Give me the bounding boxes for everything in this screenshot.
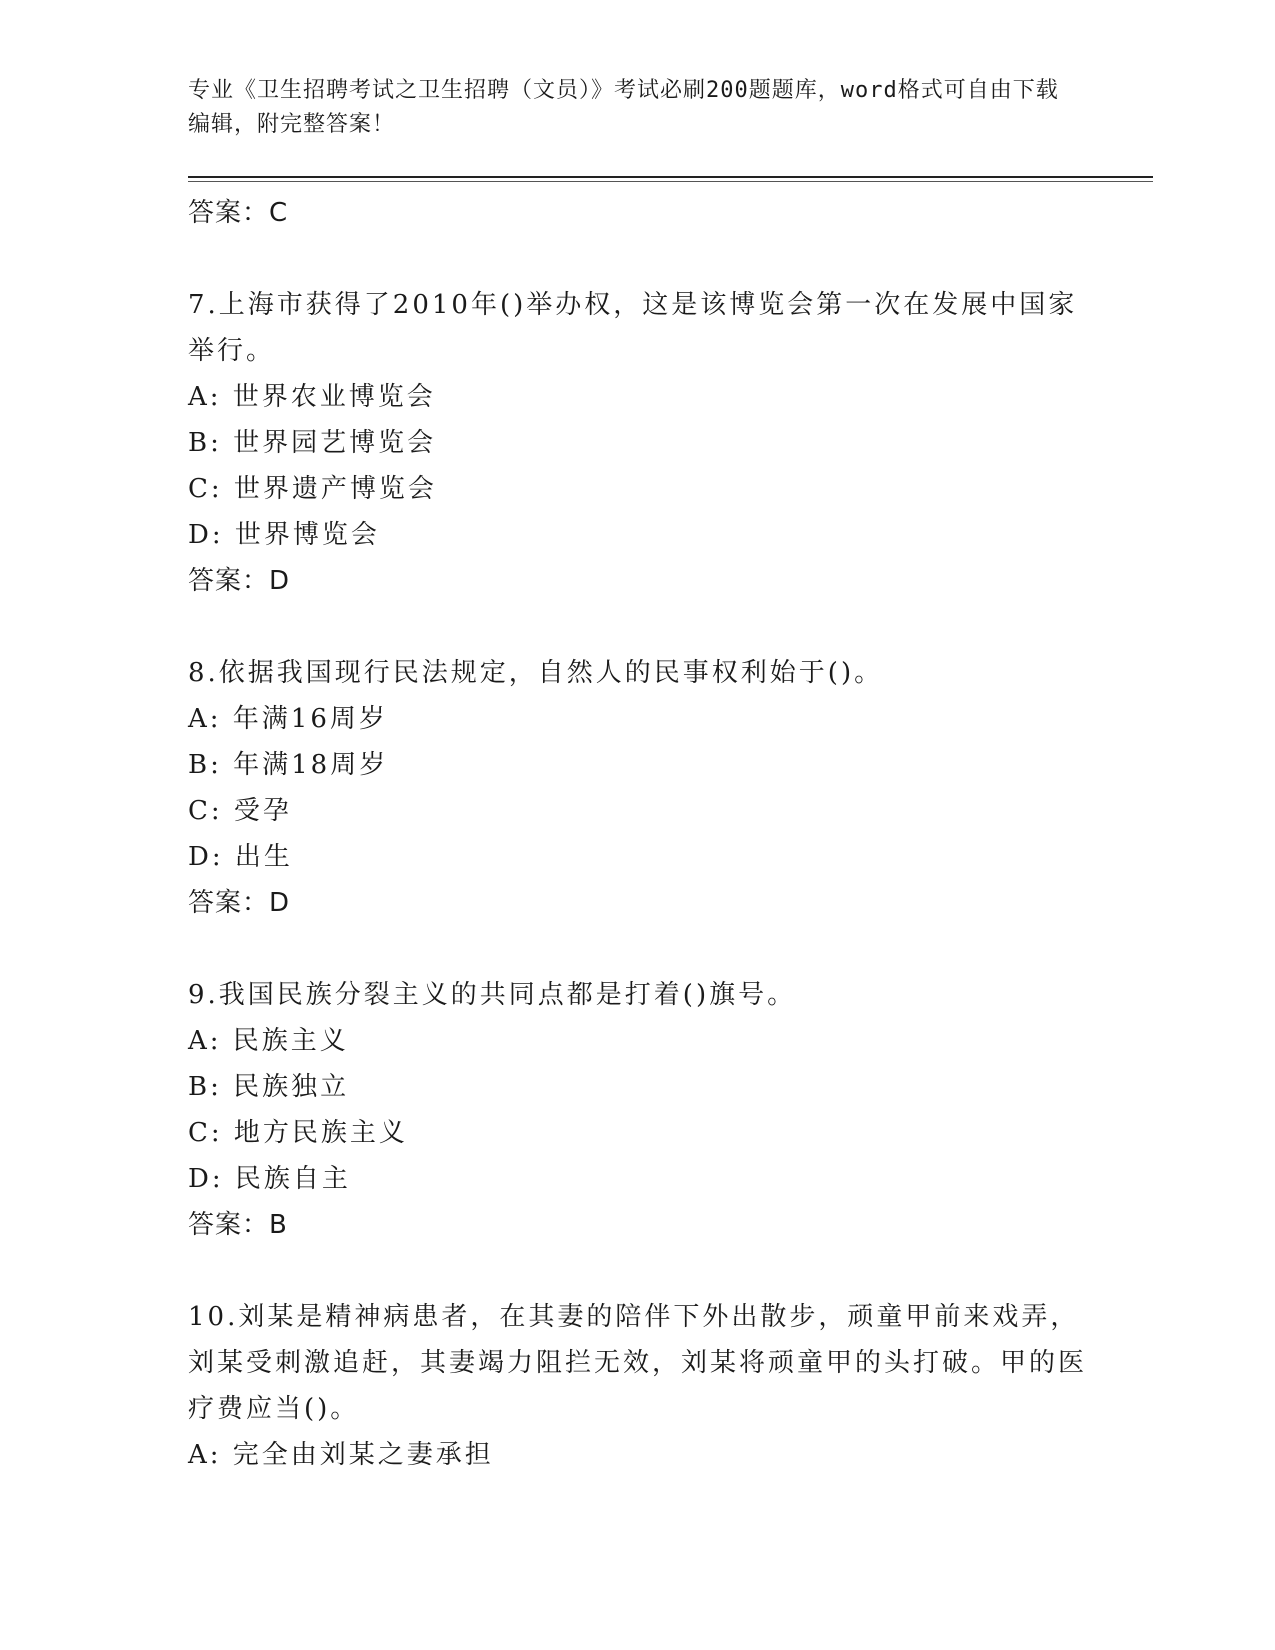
- option-a: A: 年满16周岁: [188, 704, 388, 734]
- option-c: C: 地方民族主义: [188, 1118, 408, 1148]
- option-b: B: 民族独立: [188, 1072, 350, 1102]
- question-content: [188, 190, 1088, 1478]
- option-c: C: 世界遗产博览会: [188, 474, 437, 504]
- question-stem: 8.依据我国现行民法规定，自然人的民事权利始于()。: [188, 658, 884, 688]
- question-block: [188, 282, 1088, 604]
- option-a: A: 民族主义: [188, 1026, 349, 1056]
- question-block: [188, 1294, 1088, 1478]
- option-d: D: 世界博览会: [188, 520, 380, 550]
- option-d: D: 出生: [188, 842, 293, 872]
- answer-line: 答案：B: [188, 1210, 288, 1240]
- option-d: D: 民族自主: [188, 1164, 351, 1194]
- question-block: [188, 972, 1088, 1248]
- answer-line: 答案：D: [188, 888, 291, 918]
- option-b: B: 年满18周岁: [188, 750, 389, 780]
- answer-line: 答案：D: [188, 566, 291, 596]
- question-stem: 7.上海市获得了2010年()举办权，这是该博览会第一次在发展中国家举行。: [188, 290, 1078, 366]
- page-header: 专业《卫生招聘考试之卫生招聘（文员）》考试必刷200题题库，word格式可自由下载编辑，附完整答案！: [188, 78, 1059, 137]
- header-divider: [188, 176, 1153, 178]
- prev-answer: 答案：C: [188, 198, 289, 228]
- question-stem: 10.刘某是精神病患者，在其妻的陪伴下外出散步，顽童甲前来戏弄，刘某受刺激追赶，其妻竭力阻拦无效，刘某将顽童甲的头打破。甲的医疗费应当()。: [188, 1302, 1088, 1424]
- option-b: B: 世界园艺博览会: [188, 428, 437, 458]
- question-stem: 9.我国民族分裂主义的共同点都是打着()旗号。: [188, 980, 797, 1010]
- option-a: A: 世界农业博览会: [188, 382, 436, 412]
- option-c: C: 受孕: [188, 796, 292, 826]
- question-block: [188, 650, 1088, 926]
- option-a: A: 完全由刘某之妻承担: [188, 1440, 494, 1470]
- header-divider-thin: [188, 181, 1153, 182]
